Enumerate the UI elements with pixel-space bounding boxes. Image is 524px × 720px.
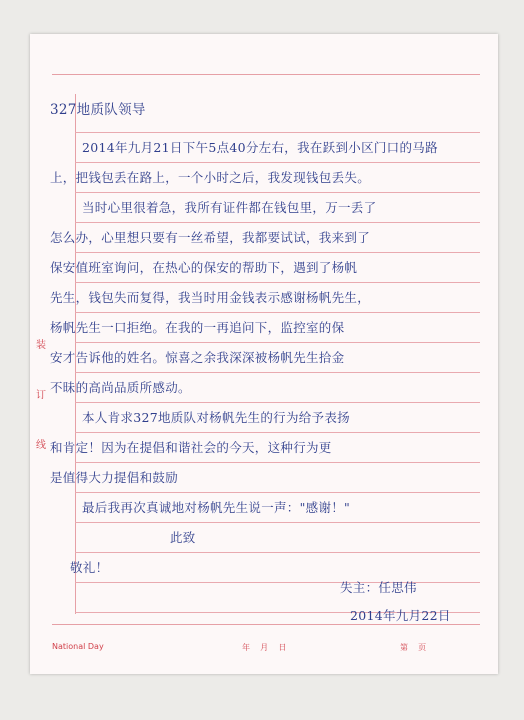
letter-line: 不昧的高尚品质所感动。 [50, 380, 191, 395]
letter-line: 是值得大力提倡和鼓励 [50, 470, 179, 485]
footer-date-field: 年 月 日 [242, 643, 287, 652]
ruled-line [75, 582, 480, 583]
ruled-line [75, 462, 480, 463]
binding-mark: 装 [36, 340, 46, 351]
letter-line: 先生，钱包失而复得，我当时用金钱表示感谢杨帆先生， [50, 290, 371, 305]
letter-line: 本人肯求327地质队对杨帆先生的行为给予表扬 [82, 410, 350, 425]
ruled-line [75, 522, 480, 523]
letter-line: 当时心里很着急，我所有证件都在钱包里，万一丢了 [82, 200, 377, 215]
ruled-line [75, 432, 480, 433]
binding-mark: 线 [36, 440, 46, 451]
top-rule [52, 74, 480, 75]
letter-line: 上，把钱包丢在路上，一个小时之后，我发现钱包丢失。 [50, 170, 371, 185]
letter-line: 怎么办，心里想只要有一丝希望，我都要试试，我来到了 [50, 230, 371, 245]
ruled-line [75, 192, 480, 193]
ruled-line [75, 282, 480, 283]
footer-brand: National Day [52, 642, 104, 651]
bottom-rule [52, 624, 480, 625]
ruled-line [75, 222, 480, 223]
ruled-line [75, 312, 480, 313]
ruled-line [75, 252, 480, 253]
ruled-line [75, 132, 480, 133]
ruled-line [75, 162, 480, 163]
ruled-line [75, 552, 480, 553]
closing-salute: 敬礼！ [70, 560, 109, 575]
letter-date: 2014年九月22日 [350, 608, 451, 623]
letter-line: 安才告诉他的姓名。惊喜之余我深深被杨帆先生拾金 [50, 350, 345, 365]
letter-line: 杨帆先生一口拒绝。在我的一再追问下，监控室的保 [50, 320, 345, 335]
salutation: 327地质队领导 [50, 102, 146, 118]
signature: 失主：任思伟 [340, 580, 417, 595]
closing-phrase: 此致 [170, 530, 196, 545]
letter-line: 最后我再次真诚地对杨帆先生说一声："感谢！" [82, 500, 351, 515]
letter-line: 和肯定！因为在提倡和谐社会的今天，这种行为更 [50, 440, 332, 455]
letter-paper [30, 34, 498, 674]
letter-line: 保安值班室询问，在热心的保安的帮助下，遇到了杨帆 [50, 260, 358, 275]
letter-line: 2014年九月21日下午5点40分左右，我在跃到小区门口的马路 [82, 140, 438, 155]
ruled-line [75, 402, 480, 403]
ruled-line [75, 492, 480, 493]
ruled-line [75, 372, 480, 373]
ruled-line [75, 342, 480, 343]
binding-mark: 订 [36, 390, 46, 401]
footer-page-field: 第 页 [400, 643, 427, 652]
